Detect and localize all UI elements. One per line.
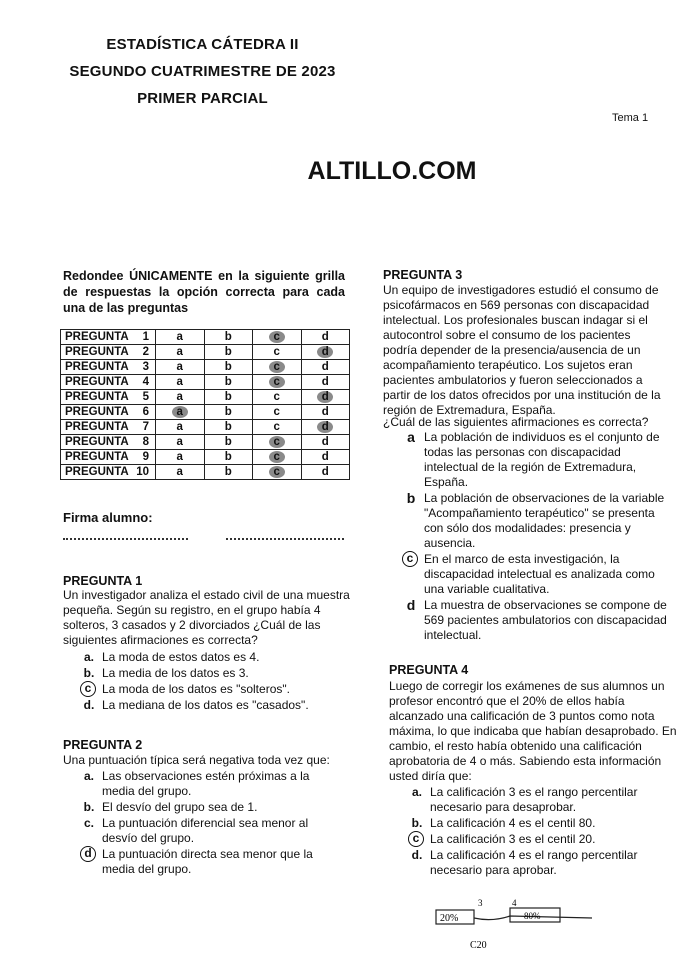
grid-option-letter: b	[224, 421, 232, 433]
grid-option-cell	[301, 450, 350, 465]
q2-option-c-letter: c.	[83, 816, 94, 830]
q3-option-b-text: La población de observaciones de la variable "Acompañamiento terapéutico" se presenta con sólo dos modalidades: presencia y ausencia.	[424, 491, 665, 550]
grid-option-letter: a	[176, 391, 183, 403]
q2-option-b-text: El desvío del grupo sea de 1.	[102, 800, 258, 814]
grid-option-cell	[253, 405, 302, 420]
q1-option-d	[80, 698, 360, 713]
q4-option-d	[408, 848, 668, 878]
q3-question: ¿Cuál de las siguientes afirmaciones es correcta?	[383, 415, 649, 429]
q2-option-d-circled-letter: d	[80, 846, 96, 862]
grid-option-letter: a	[176, 466, 183, 478]
grid-option-letter: d	[321, 376, 329, 388]
scribble-right-text: 80%	[524, 911, 541, 921]
grid-option-cell	[253, 375, 302, 390]
grid-option-letter: a	[176, 361, 183, 373]
grid-option-letter: d	[321, 331, 329, 343]
scribble-below-text: C20	[470, 940, 487, 951]
grid-option-marked: c	[269, 376, 285, 388]
grid-option-letter: b	[224, 436, 232, 448]
grid-option-cell	[301, 330, 350, 345]
grid-question-label	[61, 435, 156, 450]
q1-title: PREGUNTA 1	[63, 574, 143, 588]
course-title: ESTADÍSTICA CÁTEDRA II	[106, 36, 299, 53]
grid-option-cell	[204, 450, 253, 465]
grid-row	[61, 345, 350, 360]
q4-option-c	[408, 832, 668, 847]
grid-question-number: 5	[142, 391, 149, 403]
grid-option-cell	[204, 390, 253, 405]
signature-line-left	[63, 538, 188, 540]
grid-option-cell	[204, 330, 253, 345]
grid-question-word: PREGUNTA	[65, 421, 129, 433]
q1-option-d-text: La mediana de los datos es "casados".	[102, 698, 309, 712]
grid-option-cell	[156, 375, 205, 390]
grid-option-marked: c	[269, 451, 285, 463]
q4-option-c-circled-letter: c	[408, 831, 424, 847]
grid-option-letter: b	[224, 361, 232, 373]
q1-option-a-text: La moda de estos datos es 4.	[102, 650, 260, 664]
grid-option-cell	[156, 390, 205, 405]
q3-option-c	[402, 552, 670, 597]
grid-option-cell	[204, 345, 253, 360]
q2-options	[80, 769, 340, 878]
q1-option-a	[80, 650, 360, 665]
grid-question-label	[61, 345, 156, 360]
grid-option-letter: c	[273, 346, 280, 358]
q4-options	[408, 785, 668, 879]
grid-option-cell	[301, 360, 350, 375]
grid-option-letter: a	[176, 421, 183, 433]
exam-title: PRIMER PARCIAL	[137, 90, 268, 107]
q1-option-b	[80, 666, 360, 681]
grid-option-letter: b	[224, 406, 232, 418]
q4-option-d-letter: d.	[411, 848, 423, 862]
grid-row	[61, 390, 350, 405]
grid-option-cell	[156, 405, 205, 420]
grid-option-cell	[253, 330, 302, 345]
grid-option-cell	[204, 405, 253, 420]
scribble-four: 4	[512, 898, 517, 908]
grid-option-letter: b	[224, 466, 232, 478]
grid-option-cell	[204, 360, 253, 375]
q4-title: PREGUNTA 4	[389, 663, 469, 677]
q2-option-a-letter: a.	[83, 769, 94, 783]
grid-option-cell	[253, 360, 302, 375]
grid-option-cell	[253, 465, 302, 480]
grid-option-letter: d	[321, 466, 329, 478]
grid-row	[61, 435, 350, 450]
q1-options	[80, 650, 360, 714]
grid-option-cell	[204, 375, 253, 390]
q2-option-b	[80, 800, 340, 815]
grid-option-cell	[204, 420, 253, 435]
grid-option-letter: d	[321, 451, 329, 463]
handwritten-percentile-sketch	[432, 896, 602, 956]
grid-option-cell	[253, 345, 302, 360]
grid-option-cell	[253, 390, 302, 405]
grid-row	[61, 405, 350, 420]
grid-question-label	[61, 450, 156, 465]
q4-option-a	[408, 785, 668, 815]
grid-question-number: 3	[142, 361, 149, 373]
grid-option-marked: c	[269, 331, 285, 343]
grid-option-cell	[156, 450, 205, 465]
signature-line-right	[226, 538, 344, 540]
grid-option-letter: a	[176, 376, 183, 388]
grid-row	[61, 360, 350, 375]
grid-question-number: 8	[142, 436, 149, 448]
signature-label: Firma alumno:	[63, 510, 153, 525]
grid-question-number: 1	[142, 331, 149, 343]
q3-options	[402, 430, 670, 644]
grid-option-letter: b	[224, 331, 232, 343]
grid-option-marked: a	[172, 406, 188, 418]
grid-question-number: 10	[136, 466, 149, 478]
q1-option-c-circled-letter: c	[80, 681, 96, 697]
brand-watermark: ALTILLO.COM	[307, 157, 477, 185]
q1-option-c	[80, 682, 360, 697]
grid-option-cell	[301, 420, 350, 435]
q3-option-a-crossed-letter: a	[407, 429, 415, 445]
q4-option-c-text: La calificación 3 es el centil 20.	[430, 832, 596, 846]
grid-option-letter: b	[224, 346, 232, 358]
grid-question-number: 6	[142, 406, 149, 418]
q2-option-b-letter: b.	[83, 800, 95, 814]
grid-row	[61, 330, 350, 345]
grid-question-word: PREGUNTA	[65, 451, 129, 463]
grid-option-marked: c	[269, 466, 285, 478]
grid-option-cell	[156, 345, 205, 360]
q3-option-d	[402, 598, 670, 643]
grid-question-number: 9	[142, 451, 149, 463]
grid-option-cell	[301, 345, 350, 360]
q4-option-a-letter: a.	[411, 785, 422, 799]
grid-question-number: 4	[142, 376, 149, 388]
grid-option-cell	[204, 465, 253, 480]
grid-option-letter: b	[224, 451, 232, 463]
grid-option-cell	[301, 375, 350, 390]
grid-option-cell	[156, 465, 205, 480]
grid-option-marked: c	[269, 436, 285, 448]
grid-question-label	[61, 375, 156, 390]
grid-option-letter: b	[224, 376, 232, 388]
grid-option-marked: c	[269, 361, 285, 373]
grid-row	[61, 420, 350, 435]
grid-instructions: Redondee ÚNICAMENTE en la siguiente grilla de respuestas la opción correcta para cada una de las preguntas	[63, 269, 345, 315]
grid-option-cell	[301, 435, 350, 450]
q4-option-b-letter: b.	[411, 816, 423, 830]
grid-row	[61, 450, 350, 465]
q3-option-c-circled-letter: c	[402, 551, 418, 567]
grid-option-letter: b	[224, 391, 232, 403]
grid-option-cell	[156, 420, 205, 435]
grid-option-marked: d	[317, 421, 333, 433]
grid-question-label	[61, 420, 156, 435]
grid-option-letter: a	[176, 331, 183, 343]
grid-question-number: 7	[142, 421, 149, 433]
grid-question-word: PREGUNTA	[65, 406, 129, 418]
q3-option-b	[402, 491, 670, 551]
q3-option-a	[402, 430, 670, 490]
tema-label: Tema 1	[612, 112, 649, 124]
grid-question-word: PREGUNTA	[65, 466, 129, 478]
q2-option-c-text: La puntuación diferencial sea menor al desvío del grupo.	[102, 816, 309, 845]
grid-option-letter: c	[273, 421, 280, 433]
grid-option-cell	[301, 390, 350, 405]
q4-option-d-text: La calificación 4 es el rango percentilar necesario para aprobar.	[430, 848, 638, 877]
grid-option-cell	[204, 435, 253, 450]
grid-option-cell	[156, 360, 205, 375]
grid-option-cell	[156, 435, 205, 450]
q3-stem: Un equipo de investigadores estudió el consumo de psicofármacos en 569 personas con discapacidad intelectual. Los profesionales buscan indagar si el autocontrol sobre el consumo de los pacientes podría depender de la presencia/ausencia de un acompañamiento terapéutico. Los sujetos eran pacientes ambulatorios y fueron seleccionados a partir de los datos ofrecidos por una institución de la región de Extremadura, España.	[383, 283, 661, 417]
q4-stem: Luego de corregir los exámenes de sus alumnos un profesor encontró que el 20% de ellos había alcanzado una calificación de 3 puntos como nota máxima, lo que indicaba que habían desaprobado. En cambio, el resto había obtenido una calificación aprobatoria de 4 o más. Sabiendo esta información usted diría que:	[389, 679, 677, 783]
grid-question-label	[61, 405, 156, 420]
grid-option-cell	[301, 465, 350, 480]
grid-option-letter: d	[321, 436, 329, 448]
grid-option-letter: a	[176, 436, 183, 448]
q3-option-d-crossed-letter: d	[406, 597, 416, 613]
grid-option-letter: c	[273, 406, 280, 418]
q3-title: PREGUNTA 3	[383, 268, 463, 282]
grid-row	[61, 465, 350, 480]
grid-question-word: PREGUNTA	[65, 376, 129, 388]
q1-option-b-text: La media de los datos es 3.	[102, 666, 249, 680]
grid-option-marked: d	[317, 346, 333, 358]
grid-option-letter: a	[176, 451, 183, 463]
q3-option-a-text: La población de individuos es el conjunto de todas las personas con discapacidad intelectual de la región de Extremadura, España.	[424, 430, 660, 489]
grid-question-number: 2	[142, 346, 149, 358]
grid-option-cell	[253, 435, 302, 450]
grid-option-cell	[253, 420, 302, 435]
grid-option-cell	[253, 450, 302, 465]
q2-option-d-text: La puntuación directa sea menor que la media del grupo.	[102, 847, 313, 876]
grid-question-label	[61, 465, 156, 480]
grid-option-letter: a	[176, 346, 183, 358]
q2-option-a	[80, 769, 340, 799]
q2-option-c	[80, 816, 340, 846]
grid-question-word: PREGUNTA	[65, 331, 129, 343]
answer-grid	[60, 329, 350, 480]
q4-option-b-text: La calificación 4 es el centil 80.	[430, 816, 596, 830]
grid-question-word: PREGUNTA	[65, 346, 129, 358]
grid-question-word: PREGUNTA	[65, 361, 129, 373]
grid-question-label	[61, 360, 156, 375]
q2-stem: Una puntuación típica será negativa toda vez que:	[63, 753, 330, 767]
q1-option-a-letter: a.	[83, 650, 94, 664]
scribble-left-text: 20%	[440, 913, 459, 924]
grid-question-label	[61, 390, 156, 405]
q1-option-c-text: La moda de los datos es "solteros".	[102, 682, 290, 696]
grid-question-word: PREGUNTA	[65, 391, 129, 403]
q1-option-d-letter: d.	[83, 698, 95, 712]
q2-option-d	[80, 847, 340, 877]
q1-stem: Un investigador analiza el estado civil de una muestra pequeña. Según su registro, en el grupo había 4 solteros, 3 casados y 2 divorciados ¿Cuál de las siguientes afirmaciones es correcta?	[63, 588, 350, 647]
grid-option-marked: d	[317, 391, 333, 403]
grid-option-letter: d	[321, 361, 329, 373]
q3-option-d-text: La muestra de observaciones se compone de 569 pacientes ambulatorios con discapacidad intelectual.	[424, 598, 667, 642]
q3-option-c-text: En el marco de esta investigación, la discapacidad intelectual es analizada como una variable cualitativa.	[424, 552, 655, 596]
grid-row	[61, 375, 350, 390]
q3-option-b-crossed-letter: b	[406, 490, 416, 506]
q4-option-a-text: La calificación 3 es el rango percentilar necesario para desaprobar.	[430, 785, 638, 814]
term-title: SEGUNDO CUATRIMESTRE DE 2023	[69, 63, 336, 80]
grid-option-cell	[301, 405, 350, 420]
q2-title: PREGUNTA 2	[63, 738, 143, 752]
q4-option-b	[408, 816, 668, 831]
scribble-three: 3	[478, 898, 483, 908]
q2-option-a-text: Las observaciones estén próximas a la media del grupo.	[102, 769, 310, 798]
grid-question-label	[61, 330, 156, 345]
q1-option-b-letter: b.	[83, 666, 95, 680]
grid-question-word: PREGUNTA	[65, 436, 129, 448]
grid-option-cell	[156, 330, 205, 345]
grid-option-letter: d	[321, 406, 329, 418]
grid-option-letter: c	[273, 391, 280, 403]
